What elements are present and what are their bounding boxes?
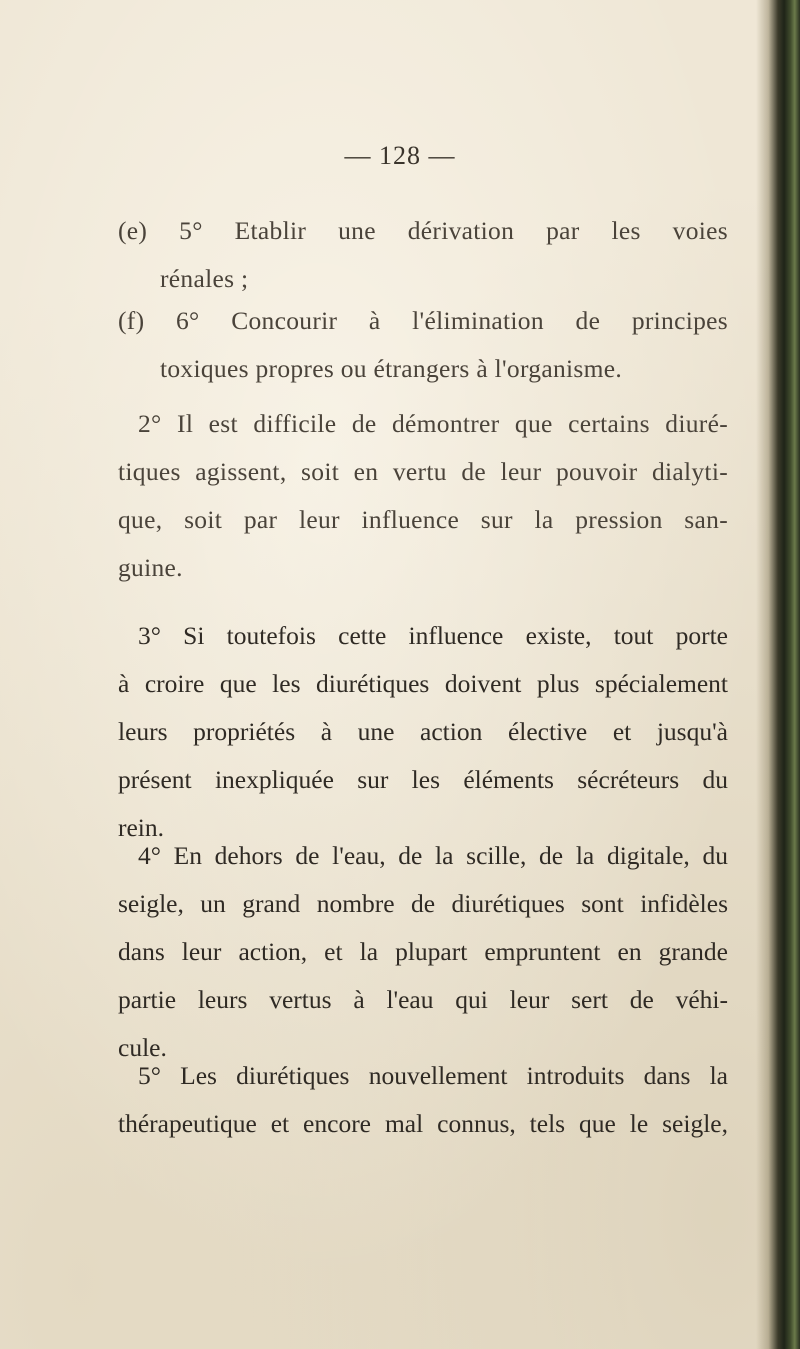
paragraph-4-line-3: dans leur action, et la plupart empruntent en grande [118, 937, 728, 966]
paragraph-2-line-1: 2° Il est difficile de démontrer que certains diuré- [138, 409, 728, 438]
paragraph-3-line-3: leurs propriétés à une action élective et jusqu'à [118, 717, 728, 746]
item-f-line-2: toxiques propres ou étrangers à l'organisme. [160, 354, 623, 383]
paragraph-5-line-1: 5° Les diurétiques nouvellement introduits dans la [138, 1061, 728, 1090]
book-binding-edge [756, 0, 800, 1349]
paragraph-4-line-1: 4° En dehors de l'eau, de la scille, de la digitale, du [138, 841, 728, 870]
paragraph-4-line-2: seigle, un grand nombre de diurétiques sont infidèles [118, 889, 728, 918]
paragraph-4 [118, 832, 728, 1072]
paragraph-3-line-1: 3° Si toutefois cette influence existe, tout porte [138, 621, 728, 650]
item-e-line-1: (e) 5° Etablir une dérivation par les voies [118, 216, 728, 245]
paragraph-2-line-2: tiques agissent, soit en vertu de leur pouvoir dialyti- [118, 457, 728, 486]
paragraph-2-line-3: que, soit par leur influence sur la pression san- [118, 505, 728, 534]
item-f-line-1: (f) 6° Concourir à l'élimination de principes [118, 306, 728, 335]
paragraph-3 [118, 612, 728, 852]
paragraph-4-line-5: cule. [118, 1033, 167, 1062]
paragraph-5 [118, 1052, 728, 1148]
paragraph-4-line-4: partie leurs vertus à l'eau qui leur sert de véhi- [118, 985, 728, 1014]
list-item-e [118, 207, 728, 303]
paragraph-3-line-2: à croire que les diurétiques doivent plus spécialement [118, 669, 728, 698]
page-number: — 128 — [344, 141, 456, 170]
paragraph-3-line-4: présent inexpliquée sur les éléments sécréteurs du [118, 765, 728, 794]
paragraph-5-line-2: thérapeutique et encore mal connus, tels que le seigle, [118, 1109, 728, 1138]
item-e-line-2: rénales ; [160, 264, 249, 293]
list-item-f [118, 297, 728, 393]
paragraph-3-line-5: rein. [118, 813, 165, 842]
paragraph-2 [118, 400, 728, 592]
paragraph-2-line-4: guine. [118, 553, 183, 582]
